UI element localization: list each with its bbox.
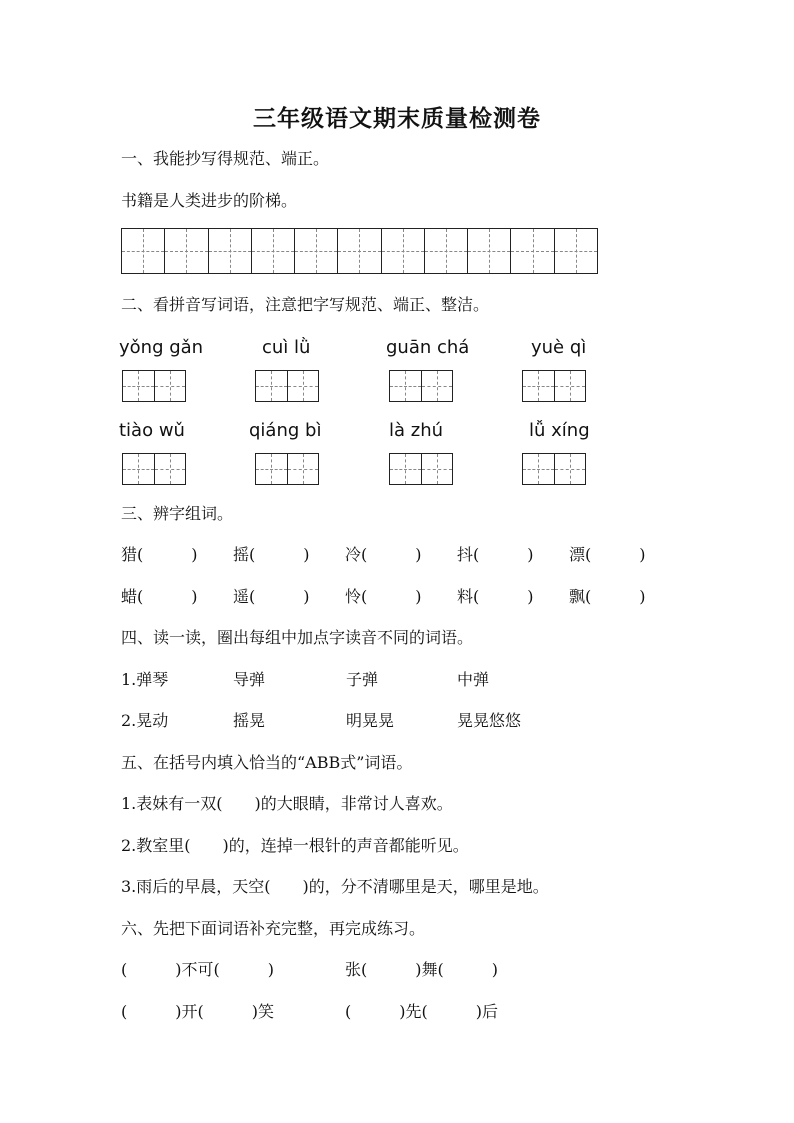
grid-cell[interactable]: [468, 229, 511, 273]
word-option[interactable]: 晃晃悠悠: [457, 711, 522, 730]
writing-box[interactable]: [389, 370, 453, 402]
pinyin-label: qiáng bì: [249, 420, 322, 441]
grid-cell[interactable]: [165, 229, 208, 273]
idiom-blank[interactable]: ( )不可( ): [121, 960, 274, 979]
writing-box[interactable]: [389, 453, 453, 485]
word-item[interactable]: 怜( ): [345, 587, 422, 606]
writing-box[interactable]: [522, 453, 586, 485]
section-2-heading: 二、看拼音写词语，注意把字写规范、端正、整洁。: [121, 295, 490, 314]
copy-sentence: 书籍是人类进步的阶梯。: [121, 191, 298, 210]
pinyin-label: cuì lǜ: [262, 337, 311, 358]
word-option[interactable]: 导弹: [233, 670, 266, 689]
word-option[interactable]: 明晃晃: [346, 711, 395, 730]
grid-cell[interactable]: [511, 229, 554, 273]
pinyin-label: lǚ xíng: [529, 420, 590, 441]
writing-box[interactable]: [255, 370, 319, 402]
grid-cell[interactable]: [122, 229, 165, 273]
grid-cell[interactable]: [295, 229, 338, 273]
section-4-heading: 四、读一读，圈出每组中加点字读音不同的词语。: [121, 628, 474, 647]
word-item[interactable]: 料( ): [457, 587, 534, 606]
fill-in-sentence[interactable]: 1.表妹有一双( )的大眼睛，非常讨人喜欢。: [121, 794, 453, 813]
idiom-blank[interactable]: 张( )舞( ): [345, 960, 498, 979]
word-option[interactable]: 摇晃: [233, 711, 266, 730]
word-option[interactable]: 1.弹琴: [121, 670, 169, 689]
grid-cell[interactable]: [209, 229, 252, 273]
pinyin-label: guān chá: [386, 337, 470, 358]
grid-cell[interactable]: [555, 229, 597, 273]
idiom-blank[interactable]: ( )先( )后: [345, 1002, 498, 1021]
section-5-heading: 五、在括号内填入恰当的“ABB式”词语。: [121, 753, 413, 772]
copy-writing-grid[interactable]: [121, 228, 598, 274]
word-option[interactable]: 子弹: [346, 670, 379, 689]
writing-box[interactable]: [122, 453, 186, 485]
section-3-heading: 三、辨字组词。: [121, 504, 234, 523]
pinyin-label: yǒng gǎn: [119, 337, 204, 358]
fill-in-sentence[interactable]: 3.雨后的早晨，天空( )的，分不清哪里是天，哪里是地。: [121, 877, 549, 896]
section-1-heading: 一、我能抄写得规范、端正。: [121, 149, 330, 168]
writing-box[interactable]: [522, 370, 586, 402]
word-item[interactable]: 飘( ): [569, 587, 646, 606]
pinyin-label: là zhú: [389, 420, 444, 441]
page-title: 三年级语文期末质量检测卷: [253, 105, 541, 132]
word-item[interactable]: 冷( ): [345, 545, 422, 564]
fill-in-sentence[interactable]: 2.教室里( )的，连掉一根针的声音都能听见。: [121, 836, 469, 855]
word-item[interactable]: 摇( ): [233, 545, 310, 564]
idiom-blank[interactable]: ( )开( )笑: [121, 1002, 274, 1021]
word-item[interactable]: 蜡( ): [121, 587, 198, 606]
word-option[interactable]: 中弹: [457, 670, 490, 689]
word-item[interactable]: 抖( ): [457, 545, 534, 564]
pinyin-label: tiào wǔ: [119, 420, 185, 441]
writing-box[interactable]: [122, 370, 186, 402]
section-6-heading: 六、先把下面词语补充完整，再完成练习。: [121, 919, 426, 938]
word-option[interactable]: 2.晃动: [121, 711, 169, 730]
grid-cell[interactable]: [382, 229, 425, 273]
word-item[interactable]: 遥( ): [233, 587, 310, 606]
writing-box[interactable]: [255, 453, 319, 485]
grid-cell[interactable]: [252, 229, 295, 273]
pinyin-label: yuè qì: [531, 337, 587, 358]
grid-cell[interactable]: [425, 229, 468, 273]
word-item[interactable]: 漂( ): [569, 545, 646, 564]
word-item[interactable]: 猎( ): [121, 545, 198, 564]
grid-cell[interactable]: [338, 229, 381, 273]
